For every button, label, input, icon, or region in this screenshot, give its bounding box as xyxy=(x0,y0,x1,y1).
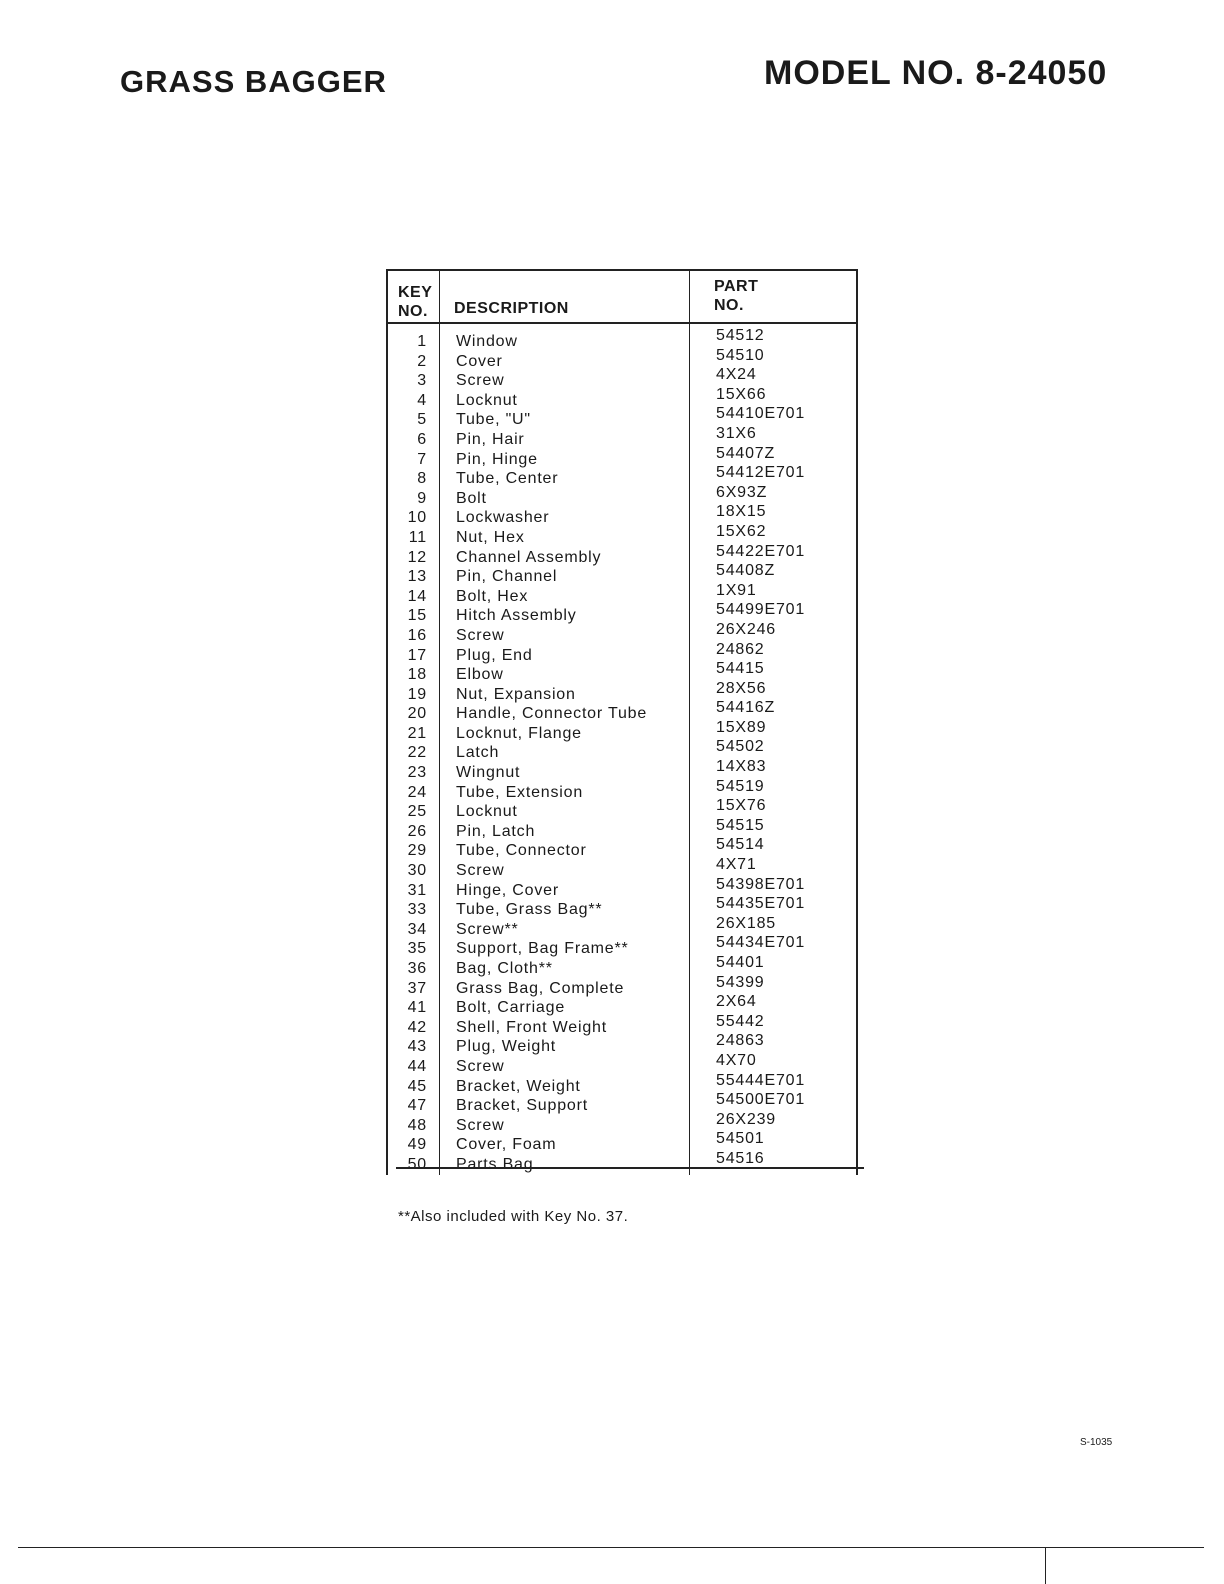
part-number-cell: 28X56 xyxy=(716,679,767,697)
description-cell: Nut, Expansion xyxy=(456,685,576,703)
part-number-cell: 54501 xyxy=(716,1130,765,1148)
part-number-cell: 24863 xyxy=(716,1032,765,1050)
header-part-line2: NO. xyxy=(714,297,744,314)
part-number-cell: 54435E701 xyxy=(716,895,806,913)
part-number-cell: 4X24 xyxy=(716,366,757,384)
part-number-cell: 14X83 xyxy=(716,758,767,776)
key-cell: 11 xyxy=(408,528,427,546)
key-cell: 2 xyxy=(417,352,427,370)
part-column xyxy=(690,324,856,1175)
description-cell: Latch xyxy=(456,744,500,762)
description-cell: Hinge, Cover xyxy=(456,881,559,899)
description-cell: Nut, Hex xyxy=(456,528,525,546)
description-cell: Locknut, Flange xyxy=(456,724,582,742)
description-cell: Parts Bag xyxy=(456,1155,534,1173)
part-number-cell: 26X185 xyxy=(716,914,776,932)
key-cell: 21 xyxy=(407,724,427,742)
description-cell: Channel Assembly xyxy=(456,548,602,566)
table-header xyxy=(388,271,856,324)
key-cell: 23 xyxy=(407,764,427,782)
description-cell: Plug, End xyxy=(456,646,533,664)
key-cell: 37 xyxy=(407,979,427,997)
description-cell: Tube, Grass Bag** xyxy=(456,901,603,919)
key-cell: 17 xyxy=(407,646,427,664)
key-cell: 15 xyxy=(407,607,427,625)
description-cell: Bracket, Support xyxy=(456,1097,588,1115)
key-cell: 31 xyxy=(407,881,427,899)
part-number-cell: 6X93Z xyxy=(716,483,768,501)
table-body xyxy=(388,324,856,1175)
part-number-cell: 4X71 xyxy=(716,856,757,874)
part-number-cell: 54408Z xyxy=(716,562,776,580)
part-number-cell: 15X89 xyxy=(716,718,767,736)
key-cell: 50 xyxy=(407,1155,427,1173)
description-cell: Wingnut xyxy=(456,764,521,782)
description-cell: Bolt, Carriage xyxy=(456,999,566,1017)
key-cell: 4 xyxy=(417,391,427,409)
document-title: GRASS BAGGER xyxy=(120,64,387,99)
key-cell: 34 xyxy=(407,920,427,938)
key-cell: 22 xyxy=(407,744,427,762)
key-cell: 30 xyxy=(407,862,427,880)
description-cell: Tube, Center xyxy=(456,470,559,488)
part-number-cell: 54500E701 xyxy=(716,1091,806,1109)
description-cell: Pin, Hair xyxy=(456,430,525,448)
footnote: **Also included with Key No. 37. xyxy=(398,1208,629,1225)
description-cell: Tube, Connector xyxy=(456,842,587,860)
description-cell: Screw xyxy=(456,372,505,390)
description-cell: Pin, Hinge xyxy=(456,450,538,468)
description-cell: Handle, Connector Tube xyxy=(456,705,648,723)
description-cell: Pin, Channel xyxy=(456,568,558,586)
key-cell: 8 xyxy=(417,470,427,488)
key-cell: 25 xyxy=(407,803,427,821)
key-cell: 20 xyxy=(407,705,427,723)
description-cell: Bracket, Weight xyxy=(456,1077,581,1095)
description-cell: Screw xyxy=(456,1057,505,1075)
part-number-cell: 54499E701 xyxy=(716,601,806,619)
part-number-cell: 54401 xyxy=(716,954,765,971)
key-cell: 36 xyxy=(407,960,427,977)
description-cell: Locknut xyxy=(456,803,518,821)
header-key-line2: NO. xyxy=(398,303,428,320)
description-cell: Tube, Extension xyxy=(456,783,584,801)
description-cell: Support, Bag Frame** xyxy=(456,940,629,958)
part-number-cell: 54410E701 xyxy=(716,405,806,423)
bottom-tick xyxy=(1045,1547,1046,1584)
description-cell: Hitch Assembly xyxy=(456,607,577,625)
part-number-cell: 54415 xyxy=(716,660,765,678)
description-cell: Bolt, Hex xyxy=(456,587,529,605)
key-cell: 43 xyxy=(407,1038,427,1056)
key-cell: 41 xyxy=(407,999,427,1017)
bottom-rule xyxy=(18,1547,1204,1548)
part-number-cell: 54510 xyxy=(716,346,765,364)
part-number-cell: 15X62 xyxy=(716,522,767,540)
part-number-cell: 31X6 xyxy=(716,424,757,442)
description-cell: Screw** xyxy=(456,920,519,938)
key-cell: 13 xyxy=(407,568,427,586)
description-cell: Cover xyxy=(456,352,503,370)
key-cell: 7 xyxy=(417,450,427,468)
part-number-cell: 54516 xyxy=(716,1149,765,1167)
key-cell: 45 xyxy=(407,1077,427,1095)
header-part-no xyxy=(690,271,856,322)
part-number-cell: 55442 xyxy=(716,1012,765,1030)
table-bottom-rule xyxy=(396,1167,864,1169)
page-code: S-1035 xyxy=(1080,1437,1113,1448)
part-number-cell: 26X239 xyxy=(716,1110,776,1128)
part-number-cell: 54519 xyxy=(716,777,765,795)
part-number-cell: 24862 xyxy=(716,640,765,658)
part-number-cell: 55444E701 xyxy=(716,1071,806,1089)
part-number-cell: 54416Z xyxy=(716,699,776,717)
header-description: DESCRIPTION xyxy=(440,271,690,322)
key-cell: 29 xyxy=(407,842,427,860)
description-cell: Screw xyxy=(456,626,505,644)
part-number-cell: 54515 xyxy=(716,816,765,834)
description-cell: Tube, "U" xyxy=(456,411,531,429)
key-cell: 9 xyxy=(417,489,427,507)
key-cell: 33 xyxy=(407,901,427,919)
description-cell: Elbow xyxy=(456,666,504,684)
description-cell: Lockwasher xyxy=(456,509,550,527)
part-number-cell: 54399 xyxy=(716,973,765,991)
part-number-cell: 54512 xyxy=(716,327,765,344)
key-cell: 35 xyxy=(407,940,427,958)
key-cell: 12 xyxy=(407,548,427,566)
part-number-cell: 54407Z xyxy=(716,444,776,462)
key-cell: 5 xyxy=(417,411,427,429)
part-number-cell: 54422E701 xyxy=(716,542,806,560)
key-cell: 16 xyxy=(407,626,427,644)
description-cell: Bag, Cloth** xyxy=(456,960,553,977)
key-cell: 14 xyxy=(407,587,427,605)
model-number: MODEL NO. 8-24050 xyxy=(764,54,1108,92)
description-cell: Locknut xyxy=(456,391,518,409)
key-cell: 49 xyxy=(407,1136,427,1154)
key-cell: 18 xyxy=(407,666,427,684)
part-number-cell: 15X66 xyxy=(716,385,767,403)
key-cell: 24 xyxy=(407,783,427,801)
parts-table xyxy=(386,269,858,1175)
part-number-cell: 4X70 xyxy=(716,1051,757,1069)
header-key-no xyxy=(388,271,440,322)
part-number-cell: 54434E701 xyxy=(716,934,806,952)
key-cell: 47 xyxy=(407,1097,427,1115)
description-cell: Pin, Latch xyxy=(456,822,536,840)
description-cell: Screw xyxy=(456,862,505,880)
header-part-line1: PART xyxy=(714,278,759,295)
description-cell: Bolt xyxy=(456,489,487,507)
part-number-cell: 2X64 xyxy=(716,993,757,1011)
key-cell: 44 xyxy=(407,1057,427,1075)
description-column xyxy=(440,324,690,1175)
header-key-line1: KEY xyxy=(398,284,433,301)
key-cell: 48 xyxy=(407,1116,427,1134)
part-number-cell: 18X15 xyxy=(716,503,767,521)
description-cell: Plug, Weight xyxy=(456,1038,557,1056)
description-cell: Window xyxy=(456,333,518,350)
key-column xyxy=(388,324,440,1175)
part-number-cell: 54502 xyxy=(716,738,765,756)
key-cell: 26 xyxy=(407,822,427,840)
key-cell: 42 xyxy=(407,1018,427,1036)
key-cell: 1 xyxy=(417,333,427,350)
key-cell: 6 xyxy=(417,430,427,448)
description-cell: Screw xyxy=(456,1116,505,1134)
part-number-cell: 1X91 xyxy=(716,581,757,599)
description-cell: Shell, Front Weight xyxy=(456,1018,607,1036)
key-cell: 3 xyxy=(417,372,427,390)
part-number-cell: 26X246 xyxy=(716,620,776,638)
part-number-cell: 54412E701 xyxy=(716,464,806,482)
part-number-cell: 54398E701 xyxy=(716,875,806,893)
description-cell: Grass Bag, Complete xyxy=(456,979,625,997)
part-number-cell: 15X76 xyxy=(716,797,767,815)
key-cell: 19 xyxy=(407,685,427,703)
key-cell: 10 xyxy=(407,509,427,527)
part-number-cell: 54514 xyxy=(716,836,765,854)
description-cell: Cover, Foam xyxy=(456,1136,557,1154)
